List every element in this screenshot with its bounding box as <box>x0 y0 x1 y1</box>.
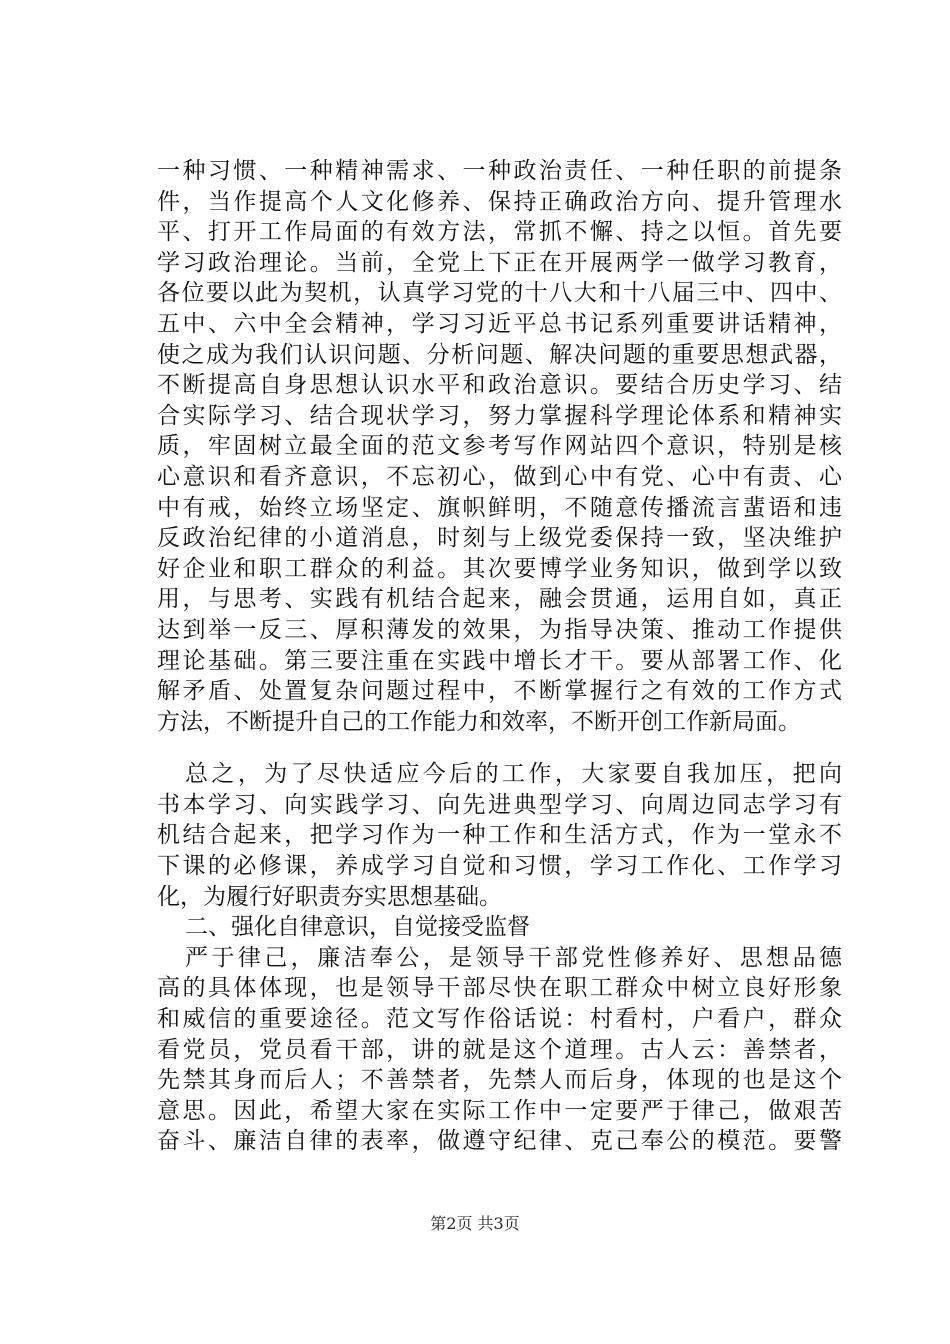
text-line: 解矛盾、处置复杂问题过程中，不断掌握行之有效的工作方式 <box>157 678 842 705</box>
text-line: 下课的必修课，养成学习自觉和习惯，学习工作化、工作学习 <box>157 853 842 880</box>
text-line: 平、打开工作局面的有效方法，常抓不懈、持之以恒。首先要 <box>157 219 842 246</box>
text-line: 书本学习、向实践学习、向先进典型学习、向周边同志学习有 <box>157 791 842 818</box>
text-line: 高的具体体现，也是领导干部尽快在职工群众中树立良好形象 <box>157 975 842 1002</box>
text-line: 严于律己，廉洁奉公，是领导干部党性修养好、思想品德 <box>185 944 842 971</box>
text-line: 五中、六中全会精神，学习习近平总书记系列重要讲话精神， <box>157 310 842 337</box>
text-line: 一种习惯、一种精神需求、一种政治责任、一种任职的前提条 <box>157 158 842 184</box>
text-line: 方法，不断提升自己的工作能力和效率，不断开创工作新局面。 <box>157 708 801 735</box>
text-line: 用，与思考、实践有机结合起来，融会贯通，运用自如，真正 <box>157 586 842 613</box>
paragraph-study-theory <box>157 156 842 737</box>
section-heading: 二、强化自律意识，自觉接受监督 <box>185 914 530 941</box>
paragraph-summary <box>157 759 842 912</box>
text-line: 不断提高自身思想认识水平和政治意识。要结合历史学习、结 <box>157 372 842 399</box>
text-line: 和威信的重要途径。范文写作俗话说：村看村，户看户，群众 <box>157 1006 842 1033</box>
text-line: 奋斗、廉洁自律的表率，做遵守纪律、克己奉公的模范。要警 <box>157 1128 842 1155</box>
text-line: 意思。因此，希望大家在实际工作中一定要严于律己，做艰苦 <box>157 1097 842 1124</box>
text-line: 达到举一反三、厚积薄发的效果，为指导决策、推动工作提供 <box>157 616 842 643</box>
text-line: 理论基础。第三要注重在实践中增长才干。要从部署工作、化 <box>157 647 842 674</box>
text-line: 反政治纪律的小道消息，时刻与上级党委保持一致，坚决维护 <box>157 525 842 552</box>
text-line: 中有戒，始终立场坚定、旗帜鲜明，不随意传播流言蜚语和违 <box>157 494 842 521</box>
text-line: 件，当作提高个人文化修养、保持正确政治方向、提升管理水 <box>157 188 842 215</box>
text-line: 质，牢固树立最全面的范文参考写作网站四个意识，特别是核 <box>157 433 842 460</box>
text-line: 总之，为了尽快适应今后的工作，大家要自我加压，把向 <box>185 761 842 788</box>
text-line: 合实际学习、结合现状学习，努力掌握科学理论体系和精神实 <box>157 402 842 429</box>
text-line: 化，为履行好职责夯实思想基础。 <box>157 883 502 910</box>
paragraph-spacer <box>157 737 842 759</box>
text-line: 使之成为我们认识问题、分析问题、解决问题的重要思想武器， <box>157 341 842 368</box>
text-line: 心意识和看齐意识，不忘初心，做到心中有党、心中有责、心 <box>157 463 842 490</box>
text-line: 好企业和职工群众的利益。其次要博学业务知识，做到学以致 <box>157 555 842 582</box>
text-line: 看党员，党员看干部，讲的就是这个道理。古人云：善禁者， <box>157 1036 842 1063</box>
text-line: 各位要以此为契机，认真学习党的十八大和十八届三中、四中、 <box>157 280 842 307</box>
text-line: 先禁其身而后人；不善禁者，先禁人而后身，体现的也是这个 <box>157 1067 842 1094</box>
paragraph-self-discipline <box>157 943 842 1157</box>
text-line: 机结合起来，把学习作为一种工作和生活方式，作为一堂永不 <box>157 822 842 849</box>
page-number-footer: 第2页 共3页 <box>430 1214 520 1233</box>
text-line: 学习政治理论。当前，全党上下正在开展两学一做学习教育， <box>157 249 842 276</box>
document-body <box>157 156 842 1157</box>
